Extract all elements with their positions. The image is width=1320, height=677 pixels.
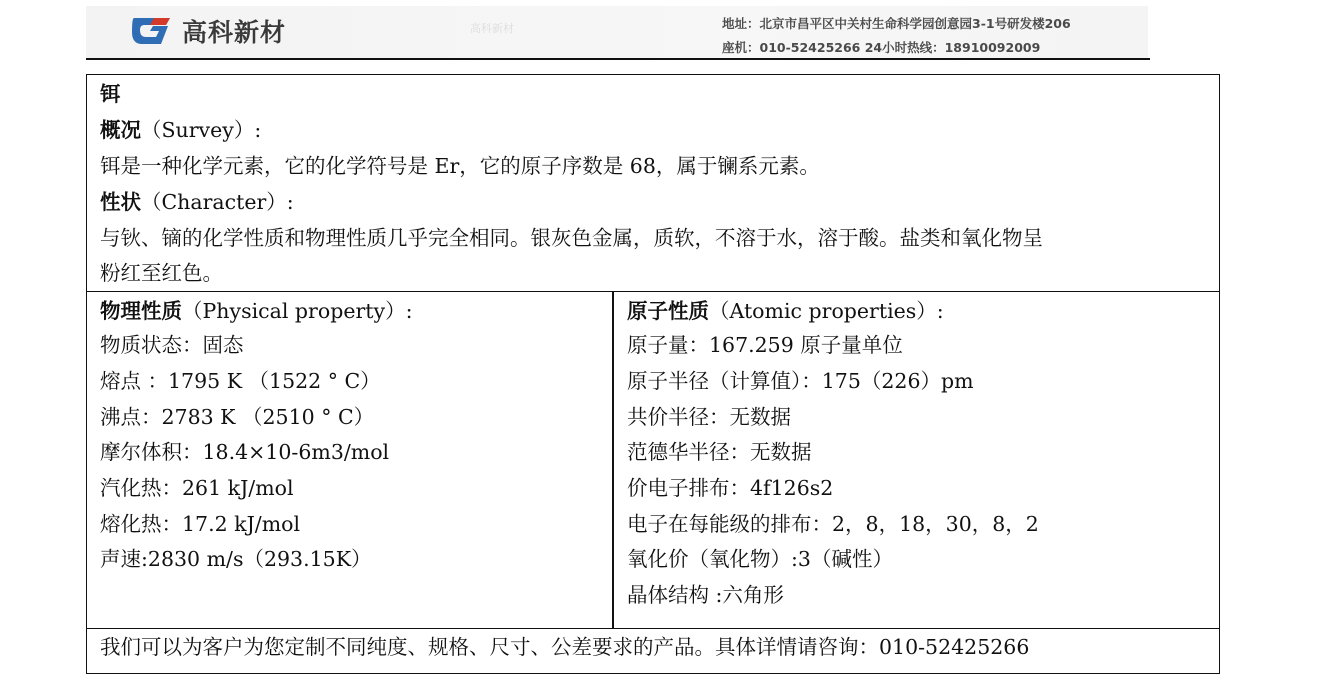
physical-item: 沸点：2783 K （2510 ° C） [100, 405, 375, 429]
contact-info [722, 12, 1071, 60]
atomic-item: 原子半径（计算值）：175（226）pm [627, 369, 974, 393]
physical-item: 声速:2830 m/s（293.15K） [100, 547, 372, 571]
atomic-heading-en: （Atomic properties）: [709, 299, 944, 323]
company-logo [130, 12, 286, 50]
physical-item: 熔化热：17.2 kJ/mol [100, 512, 301, 536]
watermark-text: 高科新材 [470, 22, 514, 35]
atomic-item: 氧化价（氧化物）:3（碱性） [627, 547, 893, 571]
physical-heading: 物理性质 [100, 299, 182, 323]
atomic-item: 价电子排布：4f126s2 [627, 476, 834, 500]
column-divider [612, 291, 614, 629]
physical-heading-en: （Physical property）: [182, 299, 413, 323]
survey-title [100, 112, 261, 148]
character-heading-en: （Character）: [141, 190, 294, 214]
logo-mark-icon [130, 14, 174, 48]
character-title [100, 184, 294, 220]
phone-line: 座机：010-52425266 24小时热线：18910092009 [722, 40, 1041, 55]
header-divider [86, 58, 1150, 60]
physical-item: 摩尔体积：18.4×10-6m3/mol [100, 440, 390, 464]
atomic-item: 原子量：167.259 原子量单位 [627, 333, 903, 357]
company-name: 高科新材 [182, 18, 287, 47]
atomic-title [627, 293, 944, 329]
physical-item: 汽化热：261 kJ/mol [100, 476, 294, 500]
atomic-item: 晶体结构 :六角形 [627, 583, 784, 607]
physical-title [100, 293, 412, 329]
survey-heading: 概况 [100, 118, 141, 142]
element-name: 铒 [100, 82, 121, 106]
character-text-1: 与钬、镝的化学性质和物理性质几乎完全相同。银灰色金属，质软，不溶于水，溶于酸。盐类和氧化物呈 [100, 226, 1043, 250]
atomic-item: 范德华半径：无数据 [627, 440, 812, 464]
survey-heading-en: （Survey）: [141, 118, 262, 142]
atomic-item: 电子在每能级的排布：2，8，18，30，8，2 [627, 512, 1039, 536]
physical-item: 物质状态：固态 [100, 333, 244, 357]
address-line: 地址：北京市昌平区中关村生命科学园创意园3-1号研发楼206 [722, 16, 1071, 31]
character-text-2: 粉红至红色。 [100, 261, 223, 285]
physical-item: 熔点 ：1795 K （1522 ° C） [100, 369, 381, 393]
character-heading: 性状 [100, 190, 141, 214]
survey-text: 铒是一种化学元素，它的化学符号是 Er，它的原子序数是 68，属于镧系元素。 [100, 154, 820, 178]
footer-note: 我们可以为客户为您定制不同纯度、规格、尺寸、公差要求的产品。具体详情请咨询：010-52425266 [100, 635, 1030, 659]
atomic-heading: 原子性质 [627, 299, 709, 323]
atomic-item: 共价半径：无数据 [627, 405, 791, 429]
